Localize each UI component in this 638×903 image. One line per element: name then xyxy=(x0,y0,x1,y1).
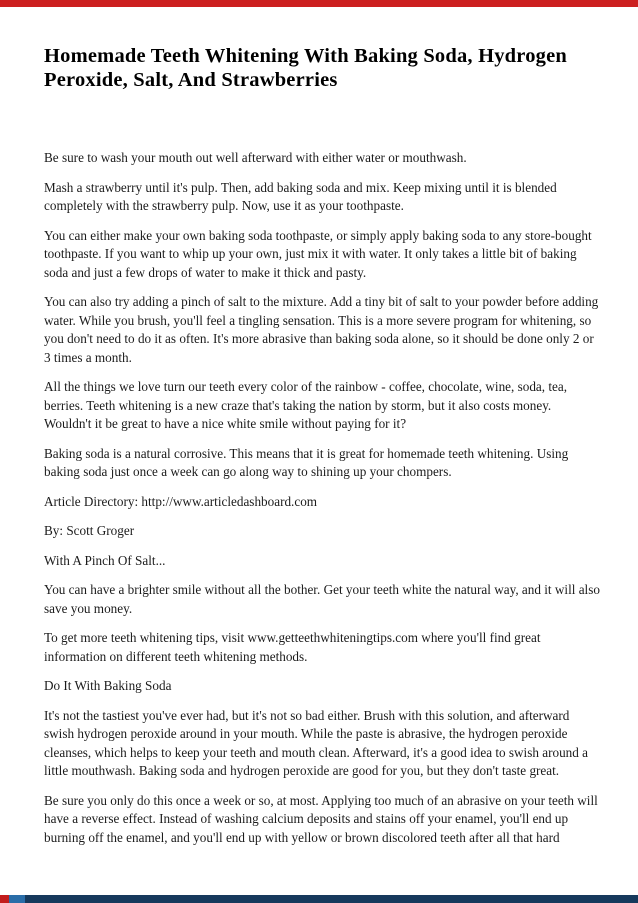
article-paragraph: Baking soda is a natural corrosive. This means that it is great for homemade teeth whitening. Using baking soda just once a week can go along way to shining up your chompers. xyxy=(44,445,569,479)
article-paragraph: By: Scott Groger xyxy=(44,523,135,538)
article-paragraph: You can also try adding a pinch of salt to the mixture. Add a tiny bit of salt to your powder before adding water. While you brush, you'll feel a tingling sensation. This is a more severe program for whitening, so you don't need to do it as often. It's more abrasive than baking soda alone, so it should be done only 2 or 3 times a month. xyxy=(44,294,599,365)
article-title: Homemade Teeth Whitening With Baking Soda, Hydrogen Peroxide, Salt, And Strawberries xyxy=(44,45,568,91)
article-body xyxy=(44,149,600,847)
article-paragraph: Be sure to wash your mouth out well afterward with either water or mouthwash. xyxy=(44,150,467,165)
article-paragraph: Mash a strawberry until it's pulp. Then, add baking soda and mix. Keep mixing until it is blended completely with the strawberry pulp. Now, use it as your toothpaste. xyxy=(44,179,557,213)
article-paragraph: With A Pinch Of Salt... xyxy=(44,552,166,568)
article-paragraph: Do It With Baking Soda xyxy=(44,678,172,693)
article-paragraph: All the things we love turn our teeth every color of the rainbow - coffee, chocolate, wine, soda, tea, berries. Teeth whitening is a new craze that's taking the nation by storm, but it also costs money. Wouldn't it be great to have a nice white smile without paying for it? xyxy=(44,379,568,431)
footer-bar xyxy=(0,895,638,903)
article-paragraph: You can either make your own baking soda toothpaste, or simply apply baking soda to any store-bought toothpaste. If you want to whip up your own, just mix it with water. It only takes a little bit of baking soda and just a few drops of water to make it thick and pasty. xyxy=(44,227,592,280)
article-paragraph: To get more teeth whitening tips, visit www.getteethwhiteningtips.com where you'll find great information on different teeth whitening methods. xyxy=(44,630,541,664)
article-paragraph: Article Directory: http://www.articledashboard.com xyxy=(44,493,318,509)
footer-accent-red xyxy=(0,895,9,903)
article-content xyxy=(44,0,600,858)
article-paragraph: It's not the tastiest you've ever had, but it's not so bad either. Brush with this solution, and afterward swish hydrogen peroxide around in your mouth. While the paste is abrasive, the hydrogen peroxide cleanses, which helps to keep your teeth and mouth clean. Afterward, it's a good idea to swish around a little mouthwash. Baking soda and hydrogen peroxide are good for you, but they don't taste great. xyxy=(44,707,589,778)
footer-accent-blue xyxy=(9,895,25,903)
article-paragraph: You can have a brighter smile without all the bother. Get your teeth white the natural way, and it will also save you money. xyxy=(44,582,600,616)
article-paragraph: Be sure you only do this once a week or so, at most. Applying too much of an abrasive on your teeth will have a reverse effect. Instead of washing calcium deposits and stains off your enamel, you'll end up burning off the enamel, and you'll end up with yellow or brown discolored teeth after all that hard xyxy=(44,792,598,845)
